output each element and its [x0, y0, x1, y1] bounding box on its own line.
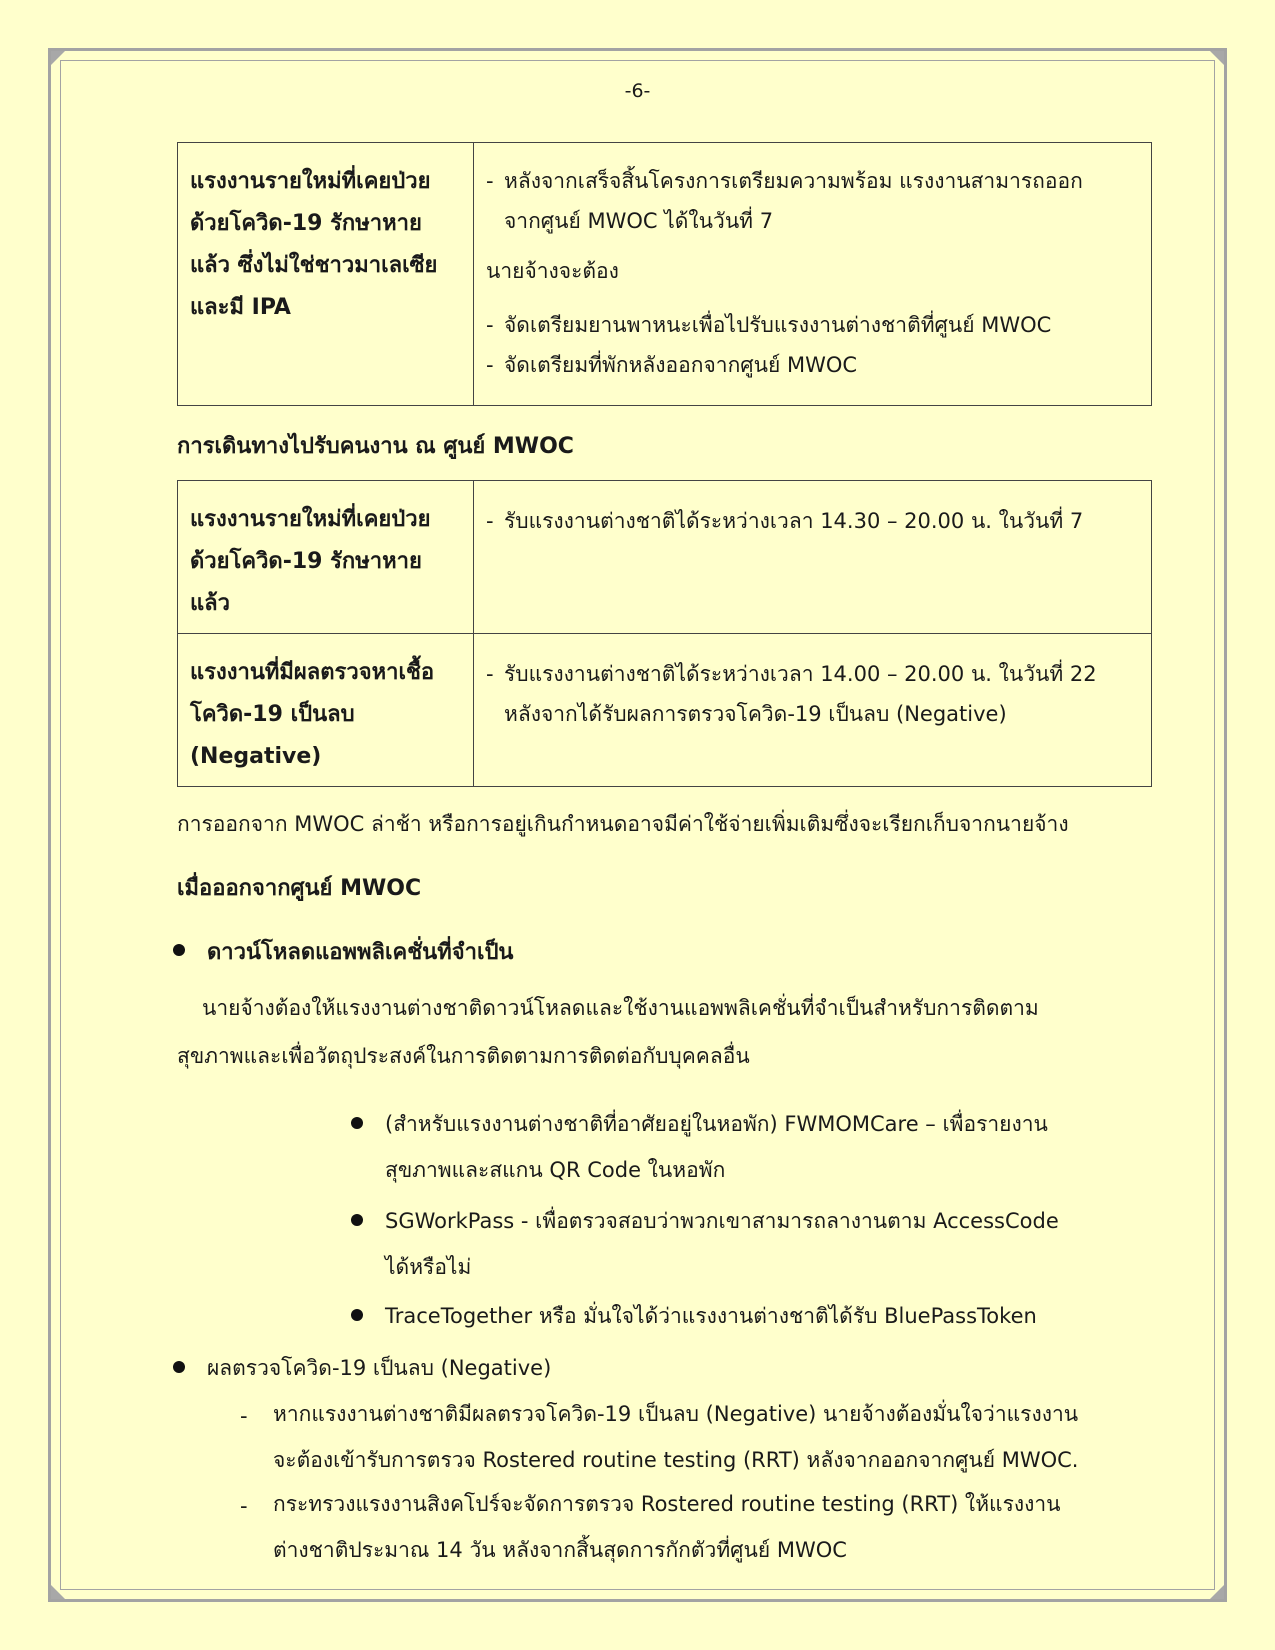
- app-item-line: TraceTogether หรือ มั่นใจได้ว่าแรงงานต่างชาติได้รับ BluePassToken: [385, 1304, 1037, 1328]
- paragraph-line: นายจ้างต้องให้แรงงานต่างชาติดาวน์โหลดและใช้งานแอพพลิเคชั่นที่จำเป็นสำหรับการติดตาม: [202, 996, 1039, 1020]
- corner-ornament: [51, 1585, 65, 1599]
- bullet-heading: ดาวน์โหลดแอพพลิเคชั่นที่จำเป็น: [207, 940, 514, 965]
- table-row-header: [178, 143, 474, 405]
- list-item-text: หลังจากเสร็จสิ้นโครงการเตรียมความพร้อม แรงงานสามารถออก: [504, 169, 1083, 193]
- bullet-icon: [173, 944, 185, 956]
- table-row: [178, 633, 1151, 786]
- row-header-line: แล้ว ซึ่งไม่ใช่ชาวมาเลเซีย: [190, 253, 438, 278]
- dash-marker: -: [486, 169, 494, 193]
- corner-ornament: [51, 51, 65, 65]
- corner-ornament: [1210, 1585, 1224, 1599]
- app-item-line: (สำหรับแรงงานต่างชาติที่อาศัยอยู่ในหอพัก) FWMOMCare – เพื่อรายงาน: [385, 1112, 1048, 1136]
- late-exit-note: การออกจาก MWOC ล่าช้า หรือการอยู่เกินกำหนดอาจมีค่าใช้จ่ายเพิ่มเติมซึ่งจะเรียกเก็บจากนายจ้าง: [177, 812, 1069, 836]
- row-header-line: โควิด-19 เป็นลบ: [190, 702, 355, 727]
- row-header-line: แรงงานรายใหม่ที่เคยป่วย: [190, 169, 431, 194]
- table-row-content: [474, 143, 1151, 405]
- table-row: [178, 481, 1151, 633]
- list-item-text: รับแรงงานต่างชาติได้ระหว่างเวลา 14.00 – 20.00 น. ในวันที่ 22: [504, 662, 1097, 686]
- dash-marker: -: [486, 353, 494, 377]
- list-item: [486, 161, 1137, 241]
- row-header-line: แรงงานรายใหม่ที่เคยป่วย: [190, 507, 431, 532]
- dash-marker: -: [486, 313, 494, 337]
- dash-marker: -: [240, 1404, 248, 1428]
- dash-marker: -: [240, 1494, 248, 1518]
- table-row-header: [178, 481, 474, 633]
- row-header-line: ด้วยโควิด-19 รักษาหาย: [190, 549, 422, 574]
- table-row-header: [178, 634, 474, 786]
- negative-item-line: หากแรงงานต่างชาติมีผลตรวจโควิด-19 เป็นลบ (Negative) นายจ้างต้องมั่นใจว่าแรงงาน: [273, 1402, 1079, 1426]
- table-row: [178, 143, 1151, 405]
- list-item: [486, 345, 1137, 385]
- app-item-line: สุขภาพและสแกน QR Code ในหอพัก: [385, 1158, 726, 1182]
- dash-marker: -: [486, 509, 494, 533]
- paragraph-line: สุขภาพและเพื่อวัตถุประสงค์ในการติดตามการติดต่อกับบุคคลอื่น: [177, 1044, 750, 1068]
- bullet-icon: [351, 1117, 363, 1129]
- negative-item-line: ต่างชาติประมาณ 14 วัน หลังจากสิ้นสุดการกักตัวที่ศูนย์ MWOC: [273, 1538, 847, 1562]
- negative-item-line: จะต้องเข้ารับการตรวจ Rostered routine testing (RRT) หลังจากออกจากศูนย์ MWOC.: [273, 1448, 1079, 1472]
- employer-label: นายจ้างจะต้อง: [486, 259, 619, 283]
- list-item-text: หลังจากได้รับผลการตรวจโควิด-19 เป็นลบ (Negative): [504, 702, 1007, 726]
- page-number: -6-: [624, 80, 651, 102]
- list-item-text: จากศูนย์ MWOC ได้ในวันที่ 7: [504, 209, 774, 233]
- pickup-schedule-table: [177, 480, 1152, 787]
- list-item: [486, 654, 1137, 734]
- table-row-content: [474, 481, 1151, 633]
- app-item-line: ได้หรือไม่: [385, 1255, 472, 1279]
- row-header-line: แรงงานที่มีผลตรวจหาเชื้อ: [190, 660, 435, 685]
- corner-ornament: [1210, 51, 1224, 65]
- list-item: [486, 501, 1137, 541]
- section-heading: เมื่อออกจากศูนย์ MWOC: [177, 876, 422, 901]
- list-item: [486, 305, 1137, 345]
- list-item-text: จัดเตรียมที่พักหลังออกจากศูนย์ MWOC: [504, 353, 858, 377]
- list-item-text: รับแรงงานต่างชาติได้ระหว่างเวลา 14.30 – 20.00 น. ในวันที่ 7: [504, 509, 1084, 533]
- exit-conditions-table: [177, 142, 1152, 406]
- negative-item-line: กระทรวงแรงงานสิงคโปร์จะจัดการตรวจ Rostered routine testing (RRT) ให้แรงงาน: [273, 1492, 1061, 1516]
- bullet-icon: [351, 1214, 363, 1226]
- row-header-line: แล้ว: [190, 591, 231, 616]
- table-row-content: [474, 634, 1151, 786]
- row-header-line: (Negative): [190, 744, 322, 769]
- list-item-text: จัดเตรียมยานพาหนะเพื่อไปรับแรงงานต่างชาติที่ศูนย์ MWOC: [504, 313, 1052, 337]
- row-header-line: ด้วยโควิด-19 รักษาหาย: [190, 211, 422, 236]
- section-heading: การเดินทางไปรับคนงาน ณ ศูนย์ MWOC: [177, 434, 574, 459]
- bullet-icon: [351, 1309, 363, 1321]
- app-item-line: SGWorkPass - เพื่อตรวจสอบว่าพวกเขาสามารถลางานตาม AccessCode: [385, 1209, 1059, 1233]
- row-header-line: และมี IPA: [190, 295, 291, 320]
- dash-marker: -: [486, 662, 494, 686]
- bullet-text: ผลตรวจโควิด-19 เป็นลบ (Negative): [207, 1356, 552, 1380]
- bullet-icon: [173, 1361, 185, 1373]
